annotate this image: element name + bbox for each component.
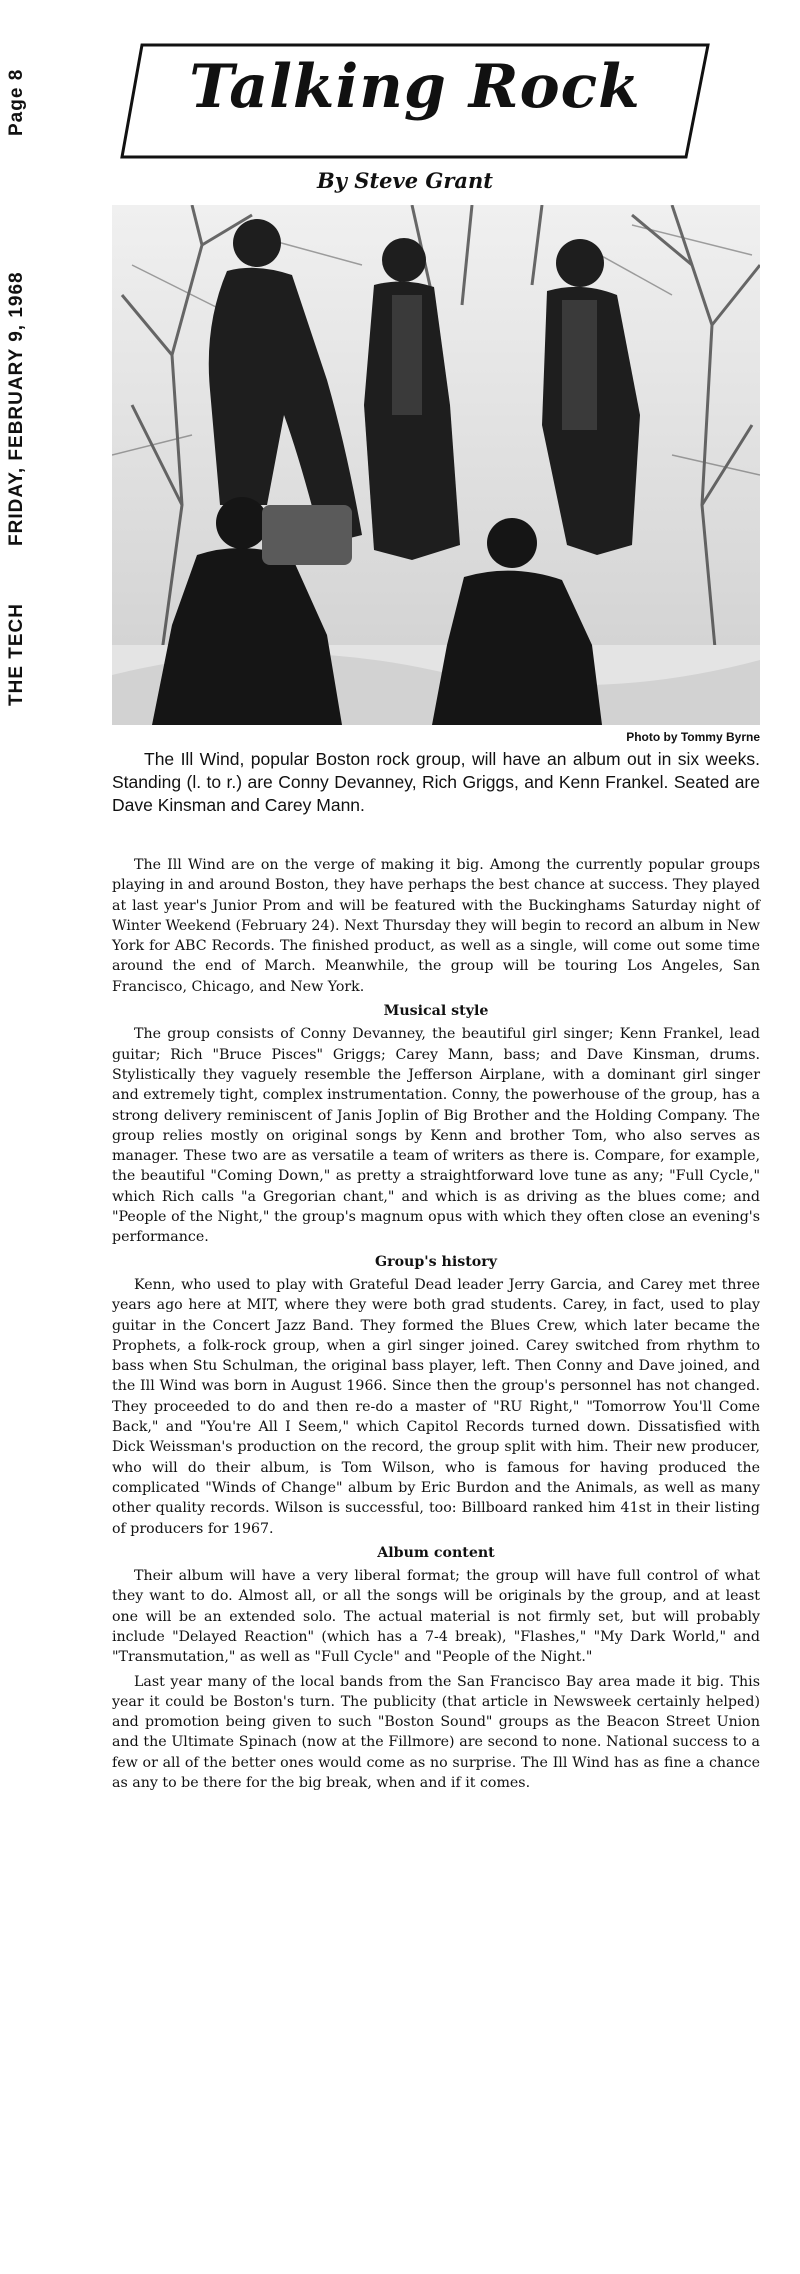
page-sideline <box>6 40 42 706</box>
newspaper-name: THE TECH <box>6 603 27 706</box>
issue-date: FRIDAY, FEBRUARY 9, 1968 <box>6 271 27 546</box>
band-photo <box>112 205 760 725</box>
section-heading: Group's history <box>375 1253 497 1270</box>
article-body <box>112 855 760 1797</box>
photo-caption: The Ill Wind, popular Boston rock group, will have an album out in six weeks. Standing (l. to r.) are Conny Devanney, Rich Griggs, and Kenn Frankel. Seated are Dave Kinsman and Carey Mann. <box>112 749 760 815</box>
column-headline: Talking Rock <box>189 52 641 122</box>
section-heading: Album content <box>377 1544 495 1561</box>
article-intro: The Ill Wind are on the verge of making it big. Among the currently popular groups playing in and around Boston, they have perhaps the best chance at success. They played at last year's Junior Prom and will be featured with the Buckinghams Saturday night of Winter Weekend (February 24). Next Thursday they will begin to record an album in New York for ABC Records. The finished product, as well as a single, will come out some time around the end of March. Meanwhile, the group will be touring Los Angeles, San Francisco, Chicago, and New York. <box>112 857 760 995</box>
column-masthead <box>120 42 710 160</box>
article-paragraph: Kenn, who used to play with Grateful Dead leader Jerry Garcia, and Carey met three years ago here at MIT, where they were both grad students. Carey, in fact, used to play guitar in the Concert Jazz Band. They formed the Blues Crew, which later became the Prophets, a folk-rock group, when a girl singer joined. Carey switched from rhythm to bass when Stu Schulman, the original bass player, left. Then Conny and Dave joined, and the Ill Wind was born in August 1966. Since then the group's personnel has not changed. They proceeded to do and then re-do a master of "RU Right," "Tomorrow You'll Come Back," and "You're All I Seem," which Capitol Records turned down. Dissatisfied with Dick Weissman's production on the record, the group split with him. Their new producer, who will do their album, is Tom Wilson, who is famous for having produced the complicated "Winds of Change" album by Eric Burdon and the Animals, as well as many other quality records. Wilson is successful, too: Billboard ranked him 41st in their listing of producers for 1967. <box>112 1276 760 1537</box>
photo-credit: Photo by Tommy Byrne <box>626 730 760 744</box>
article-paragraph: Their album will have a very liberal format; the group will have full control of what they want to do. Almost all, or all the songs will be originals by the group, and at least one will be an extended solo. The actual material is not firmly set, but will probably include "Delayed Reaction" (which has a 7-4 break), "Flashes," "My Dark World," and "Transmutation," as well as "Full Cycle" and "People of the Night." <box>112 1568 760 1666</box>
section-heading: Musical style <box>383 1003 489 1020</box>
article-paragraph: Last year many of the local bands from the San Francisco Bay area made it big. This year it could be Boston's turn. The publicity (that article in Newsweek certainly helped) and promotion being given to such "Boston Sound" groups as the Beacon Street Union and the Ultimate Spinach (now at the Fillmore) are second to none. National success to a few or all of the better ones would come as no surprise. The Ill Wind has as fine a chance as any to be there for the big break, when and if it comes. <box>112 1673 760 1792</box>
byline: By Steve Grant <box>317 168 493 193</box>
article-paragraph: The group consists of Conny Devanney, the beautiful girl singer; Kenn Frankel, lead guitar; Rich "Bruce Pisces" Griggs; Carey Mann, bass; and Dave Kinsman, drums. Stylistically they vaguely resemble the Jefferson Airplane, with a dominant girl singer and extremely tight, complex instrumentation. Conny, the powerhouse of the group, has a strong delivery reminiscent of Janis Joplin of Big Brother and the Holding Company. The group relies mostly on original songs by Kenn and brother Tom, who also serves as manager. These two are as versatile a team of writers as there is. Compare, for example, the beautiful "Coming Down," as pretty a straightforward love tune as any; "Full Cycle," which Rich calls "a Gregorian chant," and which is as driving as the blues come; and "People of the Night," the group's magnum opus with which they often close an evening's performance. <box>112 1026 760 1246</box>
page-number: Page 8 <box>6 68 27 136</box>
